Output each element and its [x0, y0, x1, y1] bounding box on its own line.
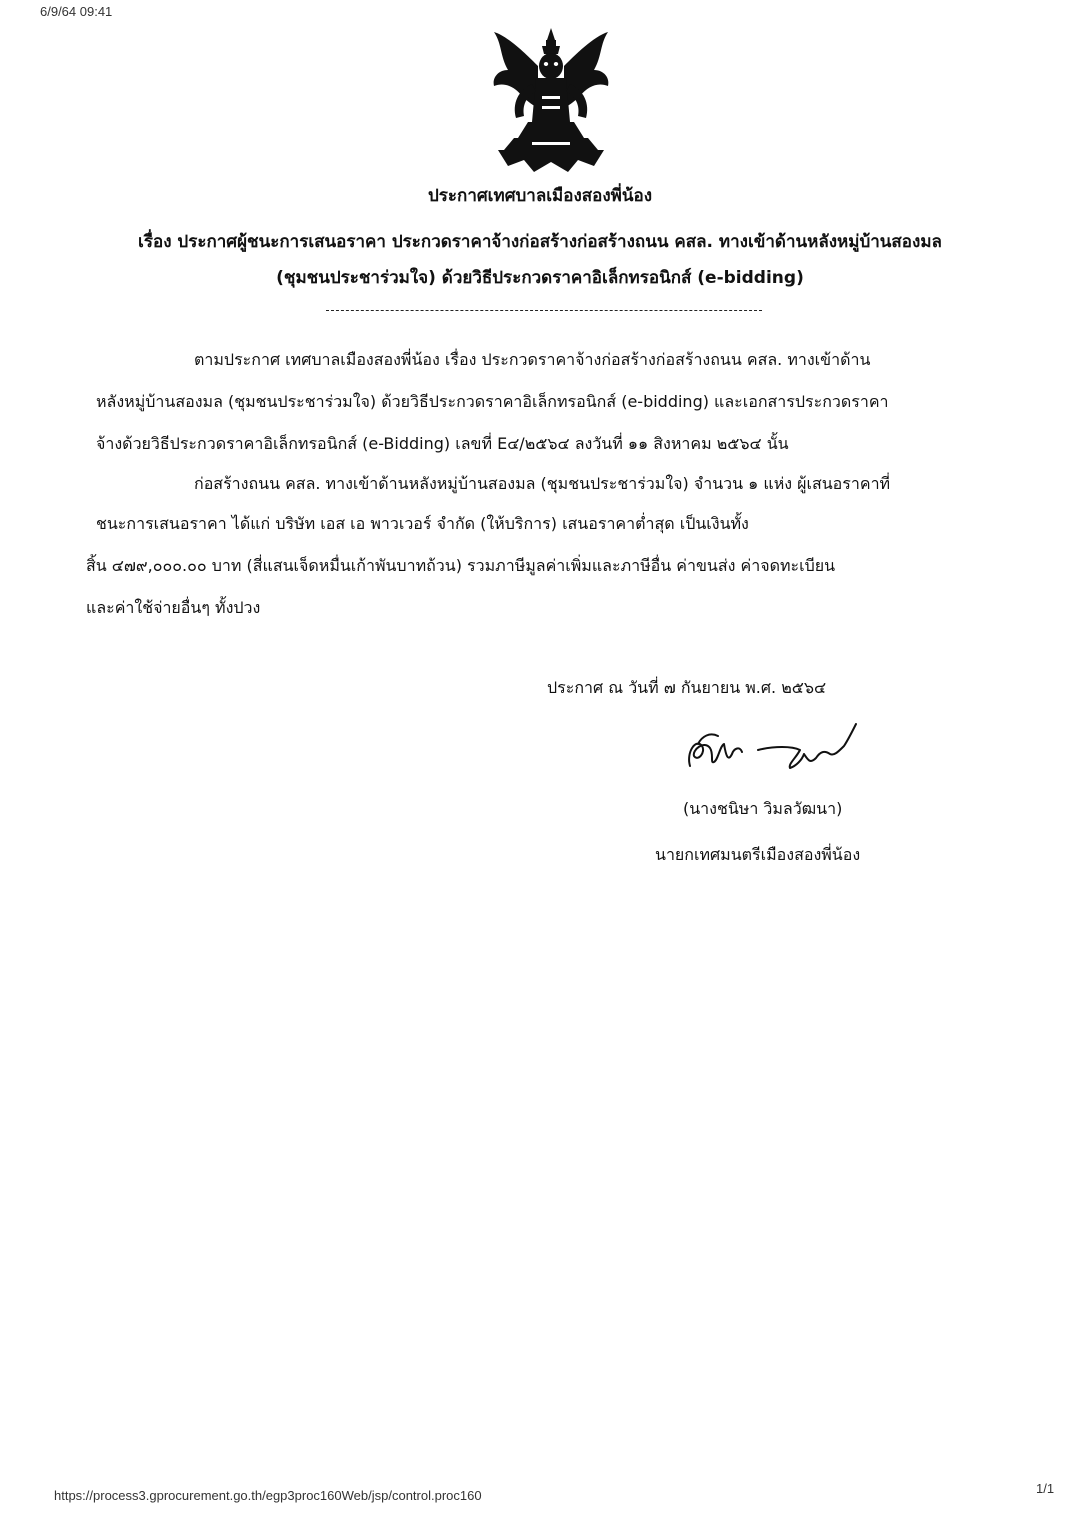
announcement-subject-cont: (ชุมชนประชาร่วมใจ) ด้วยวิธีประกวดราคาอิเล็กทรอนิกส์ (e-bidding) [276, 268, 804, 288]
paragraph-line: และค่าใช้จ่ายอื่นๆ ทั้งปวง [86, 598, 261, 617]
print-timestamp: 6/9/64 09:41 [40, 4, 113, 19]
signatory-position: นายกเทศมนตรีเมืองสองพี่น้อง [655, 845, 861, 864]
signatory-name: (นางชนิษา วิมลวัฒนา) [683, 799, 843, 818]
paragraph-line: ชนะการเสนอราคา ได้แก่ บริษัท เอส เอ พาวเวอร์ จำกัด (ให้บริการ) เสนอราคาต่ำสุด เป็นเงินทั้ง [96, 514, 749, 533]
paragraph-line: ก่อสร้างถนน คสล. ทางเข้าด้านหลังหมู่บ้านสองมล (ชุมชนประชาร่วมใจ) จำนวน ๑ แห่ง ผู้เสนอราคาที่ [194, 474, 891, 493]
paragraph-line: หลังหมู่บ้านสองมล (ชุมชนประชาร่วมใจ) ด้วยวิธีประกวดราคาอิเล็กทรอนิกส์ (e-bidding) และเอกสารประกวดราคา [96, 392, 889, 411]
garuda-emblem-icon [488, 26, 614, 176]
paragraph-line: สิ้น ๔๗๙,๐๐๐.๐๐ บาท (สี่แสนเจ็ดหมื่นเก้าพันบาทถ้วน) รวมภาษีมูลค่าเพิ่มและภาษีอื่น ค่าขนส่ง ค่าจดทะเบียน [86, 556, 836, 575]
page-number: 1/1 [1036, 1481, 1055, 1496]
separator-line [326, 310, 762, 311]
announcement-title: ประกาศเทศบาลเมืองสองพี่น้อง [428, 186, 652, 206]
paragraph-line: จ้างด้วยวิธีประกวดราคาอิเล็กทรอนิกส์ (e-Bidding) เลขที่ E๔/๒๕๖๔ ลงวันที่ ๑๑ สิงหาคม ๒๕๖๔ นั้น [96, 434, 789, 453]
handwritten-signature-icon [684, 716, 860, 780]
paragraph-line: ตามประกาศ เทศบาลเมืองสองพี่น้อง เรื่อง ประกวดราคาจ้างก่อสร้างก่อสร้างถนน คสล. ทางเข้าด้าน [194, 350, 871, 369]
announcement-subject: เรื่อง ประกาศผู้ชนะการเสนอราคา ประกวดราคาจ้างก่อสร้างก่อสร้างถนน คสล. ทางเข้าด้านหลังหมู่บ้านสองมล [138, 232, 942, 252]
announcement-date: ประกาศ ณ วันที่ ๗ กันยายน พ.ศ. ๒๕๖๔ [547, 678, 827, 697]
footer-url: https://process3.gprocurement.go.th/egp3proc160Web/jsp/control.proc160 [54, 1488, 482, 1503]
